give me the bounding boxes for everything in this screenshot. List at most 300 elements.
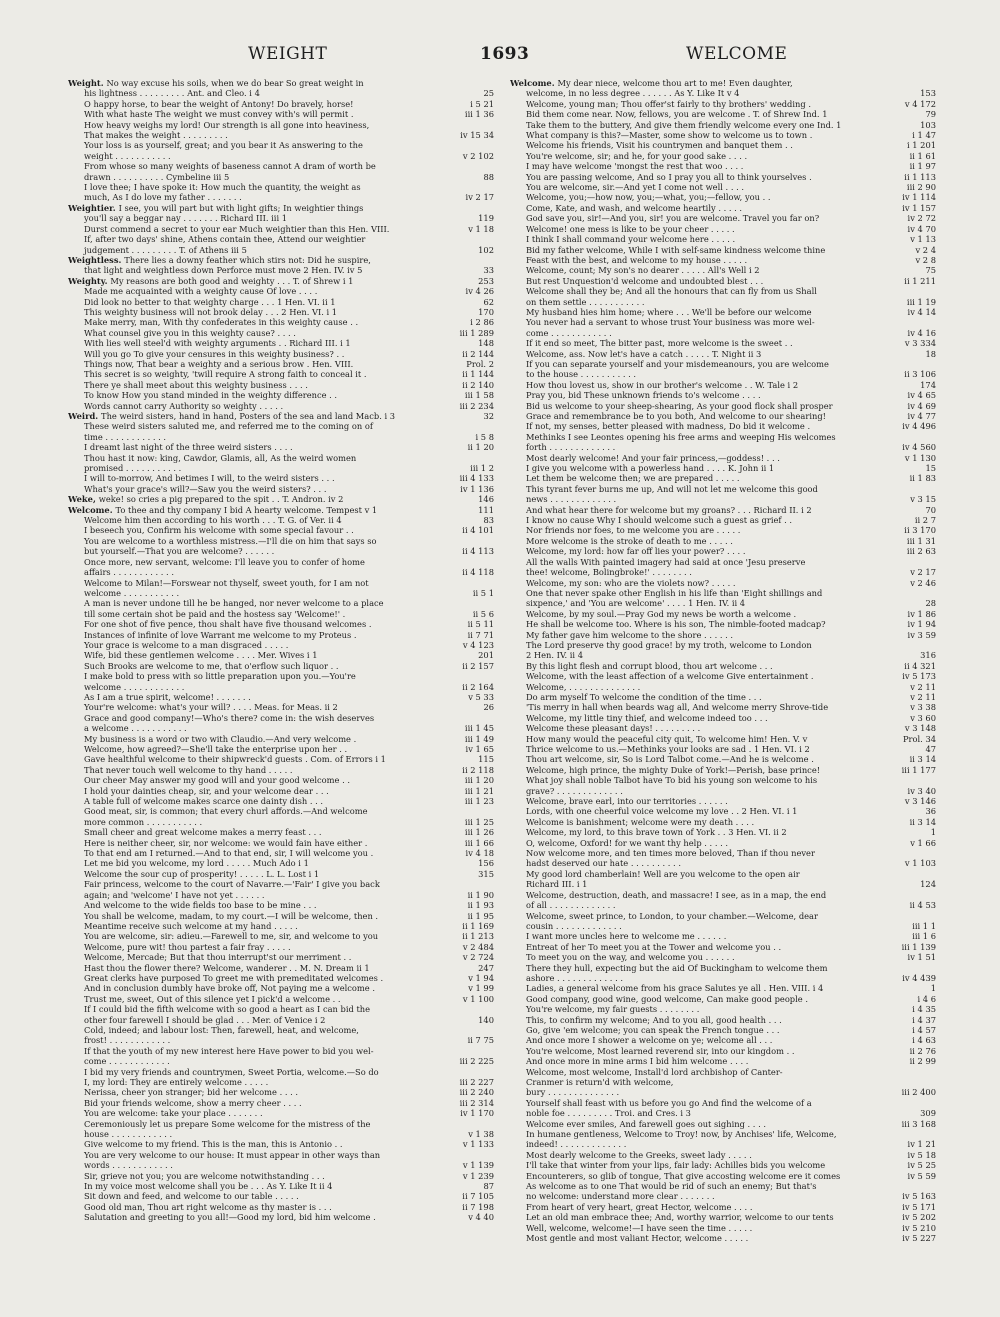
line-reference: iv 4 77: [876, 411, 936, 421]
line-reference: iii 1 177: [876, 765, 936, 775]
line-reference: iii 1 19: [876, 297, 936, 307]
concordance-line: [510, 1171, 936, 1181]
quotation-text: All the walls With painted imagery had said at once 'Jesu preserve: [526, 556, 806, 567]
line-reference: 36: [876, 806, 936, 816]
line-reference: ii 4 321: [876, 661, 936, 671]
line-reference: iv 5 171: [876, 1202, 936, 1212]
concordance-line: [68, 734, 494, 744]
line-reference: iv 4 560: [876, 442, 936, 452]
concordance-line: [68, 723, 494, 733]
quotation-text: But rest Unquestion'd welcome and undoubted blest . . .: [526, 275, 764, 286]
concordance-line: [68, 640, 494, 650]
quotation-text: promised . . . . . . . . . . .: [84, 463, 182, 474]
line-reference: 103: [876, 120, 936, 130]
quotation-text: In my voice most welcome shall you be . . . As Y. Like It ii 4: [84, 1181, 333, 1192]
concordance-line: [510, 744, 936, 754]
line-reference: ii 2 7: [876, 515, 936, 525]
concordance-line: [510, 442, 936, 452]
concordance-line: [510, 317, 936, 327]
quotation-text: I see, you will part but with light gifts; In weightier things: [118, 202, 364, 213]
concordance-line: [68, 442, 494, 452]
quotation-text: That never touch well welcome to thy hand . . . . .: [84, 764, 293, 775]
quotation-text: Bid my father welcome, While I with self-same kindness welcome thine: [526, 244, 826, 255]
concordance-line: [68, 203, 494, 213]
line-reference: v 1 66: [876, 838, 936, 848]
line-reference: ii 7 198: [434, 1202, 494, 1212]
line-reference: iv 4 70: [876, 224, 936, 234]
concordance-line: [68, 578, 494, 588]
concordance-line: [510, 796, 936, 806]
line-reference: 87: [434, 1181, 494, 1191]
line-reference: iv 1 136: [434, 484, 494, 494]
concordance-line: [510, 359, 936, 369]
line-reference: iv 5 25: [876, 1160, 936, 1170]
concordance-line: [68, 609, 494, 619]
line-reference: ii 4 118: [434, 567, 494, 577]
concordance-line: [510, 869, 936, 879]
quotation-text: Let them be welcome then; we are prepared . . . . .: [526, 473, 740, 484]
line-reference: i 4 63: [876, 1035, 936, 1045]
concordance-line: [510, 817, 936, 827]
concordance-line: [510, 463, 936, 473]
concordance-line: [68, 692, 494, 702]
concordance-line: [68, 890, 494, 900]
line-reference: v 1 133: [434, 1139, 494, 1149]
quotation-text: Did look no better to that weighty charge . . . 1 Hen. VI. ii 1: [84, 296, 336, 307]
concordance-line: [68, 796, 494, 806]
quotation-text: Good old man, Thou art right welcome as thy master is . . .: [84, 1201, 332, 1212]
line-reference: i 2 86: [434, 317, 494, 327]
line-reference: 316: [876, 650, 936, 660]
line-reference: v 3 15: [876, 494, 936, 504]
quotation-text: Encounterers, so glib of tongue, That give accosting welcome ere it comes: [526, 1170, 841, 1181]
line-reference: v 5 33: [434, 692, 494, 702]
concordance-line: [510, 806, 936, 816]
quotation-text: I dreamt last night of the three weird sisters . . . .: [84, 442, 293, 453]
quotation-text: He shall be welcome too. Where is his son, The nimble-footed madcap?: [526, 619, 826, 630]
line-reference: 124: [876, 879, 936, 889]
quotation-text: Bid us welcome to your sheep-shearing, As your good flock shall prosper: [526, 400, 833, 411]
line-reference: iii 1 139: [876, 942, 936, 952]
concordance-line: [510, 297, 936, 307]
quotation-text: Thou art welcome, sir, So is Lord Talbot come.—And he is welcome .: [526, 754, 814, 765]
concordance-line: [510, 338, 936, 348]
quotation-text: grave? . . . . . . . . . . . . .: [526, 785, 623, 796]
quotation-text: Welcome, my lord, to this brave town of York . . 3 Hen. VI. ii 2: [526, 827, 787, 838]
quotation-text: no welcome: understand more clear . . . . . . .: [526, 1191, 715, 1202]
line-reference: iii 2 225: [434, 1056, 494, 1066]
line-reference: 201: [434, 650, 494, 660]
line-reference: i 4 37: [876, 1015, 936, 1025]
quotation-text: You are welcome to a worthless mistress.—I'll die on him that says so: [84, 535, 377, 546]
concordance-line: [510, 931, 936, 941]
quotation-text: I know no cause Why I should welcome such a guest as grief . .: [526, 515, 793, 526]
right-column: [510, 78, 936, 1298]
concordance-line: [68, 963, 494, 973]
line-reference: iii 1 20: [434, 775, 494, 785]
quotation-text: Pray you, bid These unknown friends to's welcome . . . .: [526, 390, 761, 401]
quotation-text: Things now, That bear a weighty and a serious brow . Hen. VIII.: [84, 358, 354, 369]
concordance-line: [68, 1139, 494, 1149]
line-reference: v 3 148: [876, 723, 936, 733]
quotation-text: Welcome, my lord: how far off lies your power? . . . .: [526, 546, 746, 557]
concordance-line: [68, 869, 494, 879]
concordance-line: [510, 890, 936, 900]
concordance-line: [510, 723, 936, 733]
concordance-line: [68, 911, 494, 921]
headword: Welcome.: [510, 78, 558, 88]
quotation-text: of all . . . . . . . . . . . . .: [526, 900, 616, 911]
headword: Weke,: [68, 494, 99, 505]
line-reference: ii 1 61: [876, 151, 936, 161]
quotation-text: I'll take that winter from your lips, fair lady: Achilles bids you welcome: [526, 1160, 826, 1171]
concordance-line: [68, 411, 494, 421]
page-number: 1693: [480, 44, 530, 64]
quotation-text: What counsel give you in this weighty cause? . . . .: [84, 327, 296, 338]
quotation-text: This weighty business will not brook delay . . . 2 Hen. VI. i 1: [84, 306, 338, 317]
quotation-text: house . . . . . . . . . . . .: [84, 1129, 173, 1140]
concordance-line: [68, 567, 494, 577]
concordance-line: [68, 525, 494, 535]
quotation-text: again; and 'welcome' I have not yet . . . . . .: [84, 889, 265, 900]
quotation-text: I hold your dainties cheap, sir, and your welcome dear . . .: [84, 785, 329, 796]
concordance-line: [510, 88, 936, 98]
line-reference: iv 4 69: [876, 401, 936, 411]
quotation-text: Welcome, how agreed?—She'll take the enterprise upon her . .: [84, 744, 348, 754]
concordance-line: [68, 255, 494, 265]
line-reference: iii 1 45: [434, 723, 494, 733]
quotation-text: welcome . . . . . . . . . . . .: [84, 681, 185, 692]
concordance-line: [68, 838, 494, 848]
quotation-text: Welcome, most welcome, Install'd lord archbishop of Canter-: [526, 1066, 783, 1077]
concordance-line: [510, 525, 936, 535]
concordance-line: [510, 203, 936, 213]
headword: Welcome.: [68, 504, 116, 515]
quotation-text: Good meat, sir, is common; that every churl affords.—And welcome: [84, 806, 368, 817]
line-reference: 18: [876, 349, 936, 359]
concordance-line: [68, 598, 494, 608]
quotation-text: judgement . . . . . . . . . T. of Athens iii 5: [84, 244, 247, 255]
line-reference: iv 5 202: [876, 1212, 936, 1222]
concordance-line: [68, 973, 494, 983]
concordance-line: [510, 827, 936, 837]
line-reference: iv 5 59: [876, 1171, 936, 1181]
concordance-line: [68, 505, 494, 515]
concordance-line: [68, 702, 494, 712]
quotation-text: Welcome these pleasant days! . . . . . . . . .: [526, 723, 701, 734]
quotation-text: Meantime receive such welcome at my hand . . . . .: [84, 920, 298, 931]
line-reference: i 5 21: [434, 99, 494, 109]
concordance-line: [68, 1004, 494, 1014]
quotation-text: Our cheer May answer my good will and your good welcome . .: [84, 775, 350, 786]
line-reference: iv 1 51: [876, 952, 936, 962]
quotation-text: Welcome his friends, Visit his countrymen and banquet them . .: [526, 140, 793, 151]
line-reference: iv 4 65: [876, 390, 936, 400]
line-reference: iv 15 34: [434, 130, 494, 140]
line-reference: iii 1 25: [434, 817, 494, 827]
quotation-text: What's your grace's will?—Saw you the weird sisters? . . .: [84, 483, 327, 494]
headword: Weighty.: [68, 275, 111, 286]
concordance-line: [510, 671, 936, 681]
quotation-text: Welcome, you;—how now, you;—what, you;—fellow, you . .: [526, 192, 771, 203]
quotation-text: Methinks I see Leontes opening his free arms and weeping His welcomes: [526, 431, 836, 442]
concordance-line: [68, 1202, 494, 1212]
concordance-line: [68, 297, 494, 307]
concordance-line: [68, 473, 494, 483]
concordance-line: [68, 120, 494, 130]
quotation-text: Now welcome more, and ten times more beloved, Than if thou never: [526, 848, 815, 859]
quotation-text: 'Tis merry in hall when beards wag all, And welcome merry Shrove-tide: [526, 702, 829, 713]
line-reference: iii 1 1: [876, 921, 936, 931]
line-reference: iv 1 86: [876, 609, 936, 619]
concordance-line: [510, 1108, 936, 1118]
quotation-text: I beseech you, Confirm his welcome with some special favour . .: [84, 525, 354, 536]
concordance-line: [510, 942, 936, 952]
quotation-text: O, welcome, Oxford! for we want thy help . . . . .: [526, 837, 729, 848]
line-reference: 33: [434, 265, 494, 275]
line-reference: v 2 17: [876, 567, 936, 577]
line-reference: ii 7 71: [434, 630, 494, 640]
line-reference: iv 1 114: [876, 192, 936, 202]
concordance-line: [68, 349, 494, 359]
quotation-text: From heart of very heart, great Hector, welcome . . . .: [526, 1201, 753, 1212]
concordance-line: [510, 973, 936, 983]
concordance-line: [68, 858, 494, 868]
quotation-text: My business is a word or two with Claudio.—And very welcome .: [84, 733, 357, 744]
concordance-line: [510, 1139, 936, 1149]
line-reference: ii 2 76: [876, 1046, 936, 1056]
quotation-text: more common . . . . . . . . . . .: [84, 816, 203, 827]
line-reference: 111: [434, 505, 494, 515]
concordance-line: [68, 1212, 494, 1222]
line-reference: 102: [434, 245, 494, 255]
quotation-text: Welcome ever smiles, And farewell goes out sighing . . . .: [526, 1118, 766, 1129]
line-reference: v 2 4: [876, 245, 936, 255]
quotation-text: weke! so cries a pig prepared to the spit . . T. Andron. iv 2: [98, 494, 344, 505]
concordance-line: [68, 671, 494, 681]
quotation-text: come . . . . . . . . . . . .: [84, 1056, 170, 1067]
quotation-text: Go, give 'em welcome; you can speak the French tongue . . .: [526, 1024, 780, 1035]
line-reference: 156: [434, 858, 494, 868]
concordance-line: [68, 1046, 494, 1056]
quotation-text: Cranmer is return'd with welcome,: [526, 1077, 674, 1087]
line-reference: iii 1 21: [434, 786, 494, 796]
line-reference: iii 2 240: [434, 1087, 494, 1097]
quotation-text: other four farewell I should be glad . . . Mer. of Venice i 2: [84, 1014, 326, 1025]
quotation-text: Welcome, Mercade; But that thou interrupt'st our merriment . .: [84, 952, 352, 963]
concordance-line: [510, 952, 936, 962]
concordance-line: [68, 276, 494, 286]
concordance-line: [510, 994, 936, 1004]
line-reference: ii 7 105: [434, 1191, 494, 1201]
quotation-text: Made me acquainted with a weighty cause Of love . . . .: [84, 286, 318, 297]
quotation-text: Thrice welcome to us.—Methinks your looks are sad . 1 Hen. VI. i 2: [526, 744, 810, 754]
quotation-text: Here is neither cheer, sir, nor welcome: we would fain have either .: [84, 837, 368, 848]
line-reference: 70: [876, 505, 936, 515]
concordance-line: [510, 192, 936, 202]
quotation-text: Sir, grieve not you; you are welcome notwithstanding . . .: [84, 1170, 325, 1181]
concordance-line: [68, 182, 494, 192]
concordance-line: [68, 140, 494, 150]
concordance-line: [510, 140, 936, 150]
line-reference: i 4 35: [876, 1004, 936, 1014]
line-reference: iii 1 23: [434, 796, 494, 806]
line-reference: 28: [876, 598, 936, 608]
quotation-text: drawn . . . . . . . . . . Cymbeline iii 5: [84, 171, 230, 182]
concordance-line: [510, 640, 936, 650]
concordance-line: [510, 682, 936, 692]
line-reference: ii 3 170: [876, 525, 936, 535]
quotation-text: Most gentle and most valiant Hector, welcome . . . . .: [526, 1233, 749, 1244]
line-reference: v 2 8: [876, 255, 936, 265]
quotation-text: a welcome . . . . . . . . . . .: [84, 723, 187, 734]
line-reference: iv 1 65: [434, 744, 494, 754]
quotation-text: To thee and thy company I bid A hearty welcome. Tempest v 1: [115, 504, 378, 515]
quotation-text: I, my lord: They are entirely welcome . . . . .: [84, 1077, 269, 1087]
concordance-line: [68, 661, 494, 671]
concordance-line: [510, 609, 936, 619]
concordance-line: [68, 265, 494, 275]
line-reference: ii 5 6: [434, 609, 494, 619]
line-reference: iii 2 314: [434, 1098, 494, 1108]
concordance-line: [68, 286, 494, 296]
quotation-text: Welcome, sweet prince, to London, to your chamber.—Welcome, dear: [526, 910, 818, 921]
concordance-line: [68, 99, 494, 109]
quotation-text: Trust me, sweet, Out of this silence yet I pick'd a welcome . .: [84, 993, 341, 1004]
quotation-text: I will to-morrow, And betimes I will, to the weird sisters . . .: [84, 473, 335, 484]
quotation-text: Cold, indeed; and labour lost: Then, farewell, heat, and welcome,: [84, 1024, 359, 1035]
quotation-text: You are welcome, sir.—And yet I come not well . . . .: [526, 182, 745, 193]
line-reference: i 5 8: [434, 432, 494, 442]
concordance-line: [510, 182, 936, 192]
quotation-text: You never had a servant to whose trust Your business was more wel-: [526, 317, 815, 328]
concordance-line: [68, 1129, 494, 1139]
quotation-text: If that the youth of my new interest here Have power to bid you wel-: [84, 1045, 374, 1056]
quotation-text: You're welcome, Most learned reverend sir, into our kingdom . .: [526, 1045, 795, 1056]
concordance-line: [68, 151, 494, 161]
line-reference: iii 1 26: [434, 827, 494, 837]
line-reference: Prol. 34: [876, 734, 936, 744]
line-reference: iv 2 72: [876, 213, 936, 223]
line-reference: ii 2 118: [434, 765, 494, 775]
quotation-text: Do arm myself To welcome the condition of the time . . .: [526, 691, 762, 702]
quotation-text: These weird sisters saluted me, and referred me to the coming on of: [84, 421, 373, 432]
line-reference: iii 1 2: [434, 463, 494, 473]
headword: Weightier.: [68, 202, 119, 213]
quotation-text: Let an old man embrace thee; And, worthy warrior, welcome to our tents: [526, 1212, 834, 1223]
concordance-line: [68, 1181, 494, 1191]
quotation-text: till some certain shot be paid and the hostess say 'Welcome!' .: [84, 608, 346, 619]
concordance-line: [68, 338, 494, 348]
quotation-text: much, As I do love my father . . . . . . .: [84, 192, 242, 203]
line-reference: 25: [434, 88, 494, 98]
quotation-text: Wife, bid these gentlemen welcome . . . . Mer. Wives i 1: [84, 650, 318, 661]
concordance-line: [68, 401, 494, 411]
line-reference: iii 1 66: [434, 838, 494, 848]
quotation-text: Sit down and feed, and welcome to our table . . . . .: [84, 1191, 299, 1202]
concordance-line: [510, 172, 936, 182]
line-reference: ii 2 157: [434, 661, 494, 671]
quotation-text: Welcome him then according to his worth . . . T. G. of Ver. ii 4: [84, 515, 342, 526]
quotation-text: You're welcome, my fair guests . . . . . . . .: [526, 1004, 700, 1015]
concordance-line: [510, 619, 936, 629]
quotation-text: Entreat of her To meet you at the Tower and welcome you . .: [526, 941, 782, 952]
line-reference: ii 4 53: [876, 900, 936, 910]
line-reference: 88: [434, 172, 494, 182]
line-reference: iii 2 63: [876, 546, 936, 556]
quotation-text: You're welcome, sir; and he, for your good sake . . . .: [526, 150, 748, 161]
line-reference: i 4 57: [876, 1025, 936, 1035]
concordance-line: [510, 536, 936, 546]
quotation-text: Your loss is as yourself, great; and you bear it As answering to the: [84, 140, 363, 151]
line-reference: i 1 201: [876, 140, 936, 150]
quotation-text: Hast thou the flower there? Welcome, wanderer . . M. N. Dream ii 1: [84, 962, 370, 973]
line-reference: 170: [434, 307, 494, 317]
concordance-line: [510, 734, 936, 744]
quotation-text: Most dearly welcome to the Greeks, sweet lady . . . . .: [526, 1149, 752, 1160]
quotation-text: Feast with the best, and welcome to my house . . . . .: [526, 254, 748, 265]
line-reference: ii 1 20: [434, 442, 494, 452]
concordance-line: [68, 546, 494, 556]
concordance-line: [68, 1150, 494, 1160]
quotation-text: Grace and remembrance be to you both, And welcome to our shearing!: [526, 411, 826, 421]
line-reference: iii 1 58: [434, 390, 494, 400]
concordance-line: [68, 88, 494, 98]
concordance-line: [68, 369, 494, 379]
line-reference: v 1 38: [434, 1129, 494, 1139]
concordance-line: [68, 713, 494, 723]
quotation-text: Good company, good wine, good welcome, Can make good people .: [526, 993, 808, 1004]
quotation-text: time . . . . . . . . . . . .: [84, 431, 167, 442]
concordance-line: [510, 151, 936, 161]
quotation-text: This, to confirm my welcome; And to you all, good health . . .: [526, 1014, 782, 1025]
headword: Weight.: [68, 78, 107, 88]
page-header: [0, 44, 1000, 68]
concordance-line: [68, 1108, 494, 1118]
line-reference: 119: [434, 213, 494, 223]
concordance-line: [68, 775, 494, 785]
quotation-text: A man is never undone till he be hanged, nor never welcome to a place: [84, 598, 384, 609]
line-reference: ii 2 164: [434, 682, 494, 692]
line-reference: v 1 18: [434, 224, 494, 234]
quotation-text: Welcome, with the least affection of a welcome Give entertainment .: [526, 671, 814, 682]
concordance-line: [510, 1077, 936, 1087]
concordance-line: [510, 494, 936, 504]
quotation-text: You shall be welcome, madam, to my court.—I will be welcome, then .: [84, 910, 379, 921]
quotation-text: I love thee; I have spoke it: How much the quantity, the weight as: [84, 182, 361, 193]
concordance-line: [510, 1150, 936, 1160]
quotation-text: My father gave him welcome to the shore . . . . . .: [526, 629, 734, 640]
line-reference: ii 1 83: [876, 473, 936, 483]
line-reference: ii 4 101: [434, 525, 494, 535]
quotation-text: Welcome, brave earl, into our territories . . . . . .: [526, 796, 728, 807]
quotation-text: How many would the peaceful city quit, To welcome him! Hen. V. v: [526, 733, 808, 744]
line-reference: i 1 47: [876, 130, 936, 140]
quotation-text: frost! . . . . . . . . . . . .: [84, 1035, 171, 1046]
line-reference: iii 1 6: [876, 931, 936, 941]
line-reference: 253: [434, 276, 494, 286]
concordance-line: [510, 390, 936, 400]
quotation-text: Make merry, man, With thy confederates in this weighty cause . .: [84, 317, 359, 328]
quotation-text: indeed! . . . . . . . . . . . . .: [526, 1139, 627, 1150]
concordance-line: [510, 109, 936, 119]
concordance-line: [68, 494, 494, 504]
concordance-line: [68, 463, 494, 473]
line-reference: ii 3 14: [876, 754, 936, 764]
concordance-line: [510, 1025, 936, 1035]
quotation-text: There lies a downy feather which stirs not: Did he suspire,: [124, 254, 371, 265]
concordance-line: [510, 963, 936, 973]
